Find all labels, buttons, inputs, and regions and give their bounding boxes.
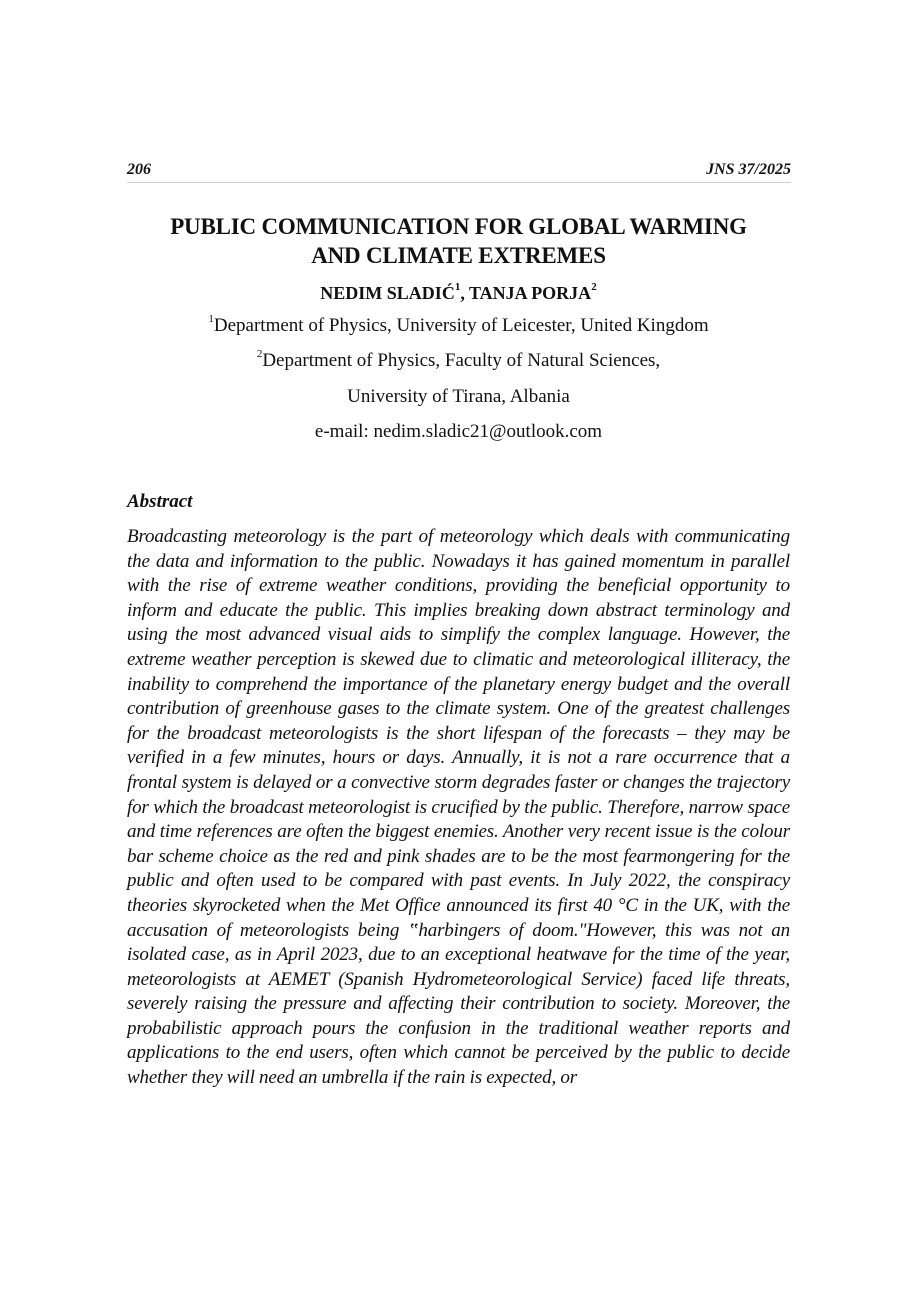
page-number: 206 [127,161,151,178]
affiliation-1-text: Department of Physics, University of Leicester, United Kingdom [213,315,709,336]
affiliation-1 [120,314,797,338]
affiliation-2-text: Department of Physics, Faculty of Natural Sciences, [262,350,661,371]
affiliation-mark-1: 1 [208,312,214,325]
author-affiliation-mark-2: 2 [591,281,597,293]
abstract-heading: Abstract [127,491,193,512]
abstract-text: Broadcasting meteorology is the part of meteorology which deals with communicating the data and information to the public. Nowadays it has gained momentum in parallel with the rise of extreme weather conditions, providing the beneficial opportunity to inform and educate the public. This implies breaking down abstract terminology and using the most advanced visual aids to simplify the complex language. However, the extreme weather perception is skewed due to climatic and meteorological illiteracy, the inability to comprehend the importance of the planetary energy budget and the overall contribution of greenhouse gases to the climate system. One of the greatest challenges for the broadcast meteorologists is the short lifespan of the forecasts – they may be verified in a few minutes, hours or days. Annually, it is not a rare occurrence that a frontal system is delayed or a convective storm degrades faster or changes the trajectory for which the broadcast meteorologist is crucified by the public. Therefore, narrow space and time references are often the biggest enemies. Another very recent issue is the colour bar scheme choice as the red and pink shades are to be the most fearmongering for the public and often used to be compared with past events. In July 2022, the conspiracy theories skyrocketed when the Met Office announced its first 40 °C in the UK, with the accusation of meteorologists being ‟harbingers of doom."However, this was not an isolated case, as in April 2023, due to an exceptional heatwave for the time of the year, meteorologists at AEMET (Spanish Hydrometeorological Service) faced life threats, severely raising the pressure and affecting their contribution to society. Moreover, the probabilistic approach pours the confusion in the traditional weather reports and applications to the end users, often which cannot be perceived by the public to decide whether they will need an umbrella if the rain is expected, or [127,526,790,1089]
affiliation-2-line-2: University of Tirana, Albania [347,386,570,407]
affiliation-2 [120,349,797,373]
article-title-line-1: PUBLIC COMMUNICATION FOR GLOBAL WARMING [170,214,747,239]
author-name-1: NEDIM SLADIĆ [320,283,455,303]
author-separator: , [460,283,470,303]
running-header [127,160,791,183]
journal-issue: JNS 37/2025 [706,161,791,178]
author-list [120,281,797,305]
contact-email: e-mail: nedim.sladic21@outlook.com [314,421,603,442]
affiliation-mark-2: 2 [256,347,263,360]
article-title [120,212,797,270]
author-name-2: TANJA PORJA [469,283,592,303]
author-affiliation-mark-1: 1 [454,281,461,293]
article-title-line-2: AND CLIMATE EXTREMES [311,243,606,268]
